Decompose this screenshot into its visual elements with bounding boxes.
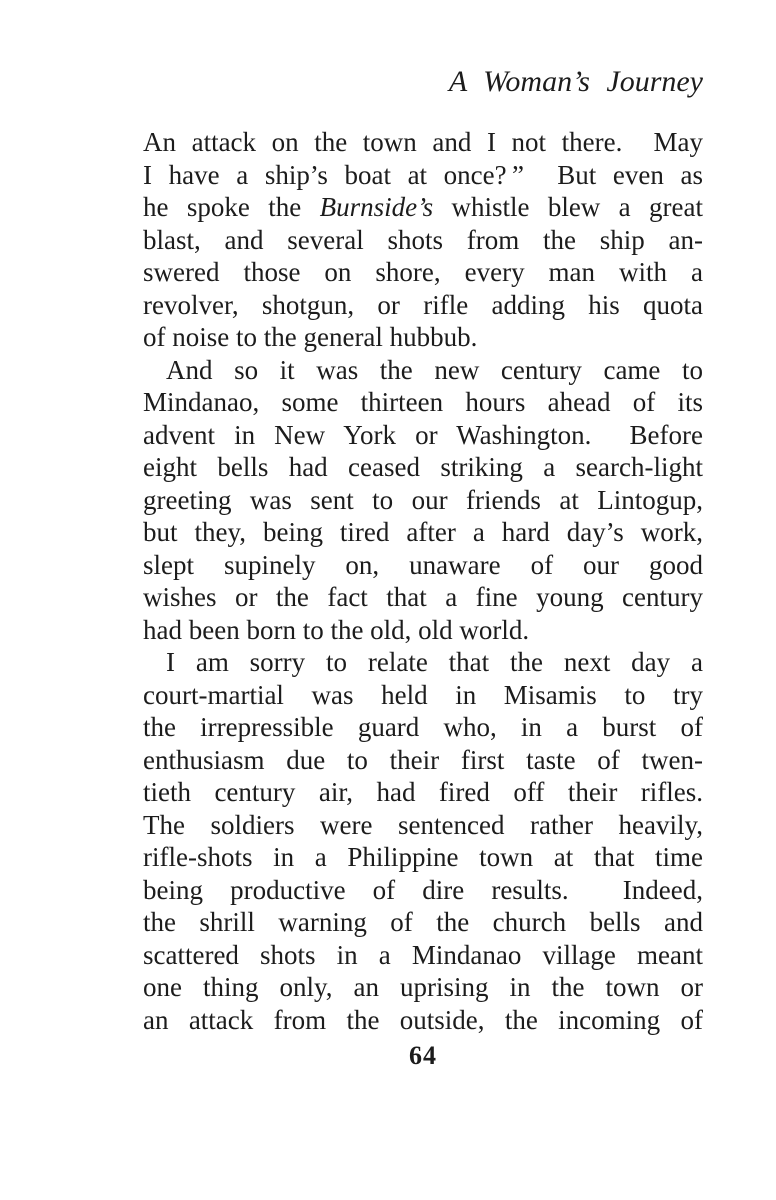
text-line: one thing only, an uprising in the town or (143, 972, 703, 1002)
text-line: scattered shots in a Mindanao village meant (143, 939, 703, 970)
text-line: greeting was sent to our friends at Lintogup, (143, 484, 703, 515)
text-line: wishes or the fact that a fine young century (143, 582, 703, 612)
text-line: the shrill warning of the church bells and (143, 907, 703, 937)
text-line: being productive of dire results. Indeed, (143, 874, 703, 905)
text-line: rifle-shots in a Philippine town at that time (143, 842, 703, 872)
text-line: court-martial was held in Misamis to try (143, 679, 703, 710)
text-line: The soldiers were sentenced rather heavily, (143, 809, 703, 840)
text-line: of noise to the general hubbub. (143, 322, 478, 352)
text-line: slept supinely on, unaware of our good (143, 549, 703, 580)
text-line: blast, and several shots from the ship an- (143, 224, 703, 255)
text-line: eight bells had ceased striking a search-light (143, 452, 703, 482)
text-line: Mindanao, some thirteen hours ahead of its (143, 387, 703, 417)
text-line: revolver, shotgun, or rifle adding his quota (143, 289, 703, 320)
text-line: I am sorry to relate that the next day a (166, 647, 703, 677)
running-header: A Woman’s Journey (448, 65, 703, 98)
text-line: but they, being tired after a hard day’s work, (143, 517, 703, 547)
text-line: the irrepressible guard who, in a burst of (143, 712, 703, 742)
text-line: advent in New York or Washington. Before (143, 419, 703, 450)
text-line: An attack on the town and I not there. May (143, 127, 703, 157)
text-line: had been born to the old, old world. (143, 614, 530, 645)
text-line: I have a ship’s boat at once? ” But even as (143, 159, 703, 190)
text-line: he spoke the Burnside’s whistle blew a great (143, 192, 703, 222)
text-line: And so it was the new century came to (166, 354, 703, 385)
body-text (143, 126, 703, 1036)
text-line: an attack from the outside, the incoming of (143, 1004, 703, 1035)
text-line: enthusiasm due to their first taste of twen- (143, 744, 703, 775)
text-line: tieth century air, had fired off their rifles. (143, 777, 703, 807)
text-line: swered those on shore, every man with a (143, 257, 703, 287)
page-number: 64 (409, 1041, 437, 1070)
